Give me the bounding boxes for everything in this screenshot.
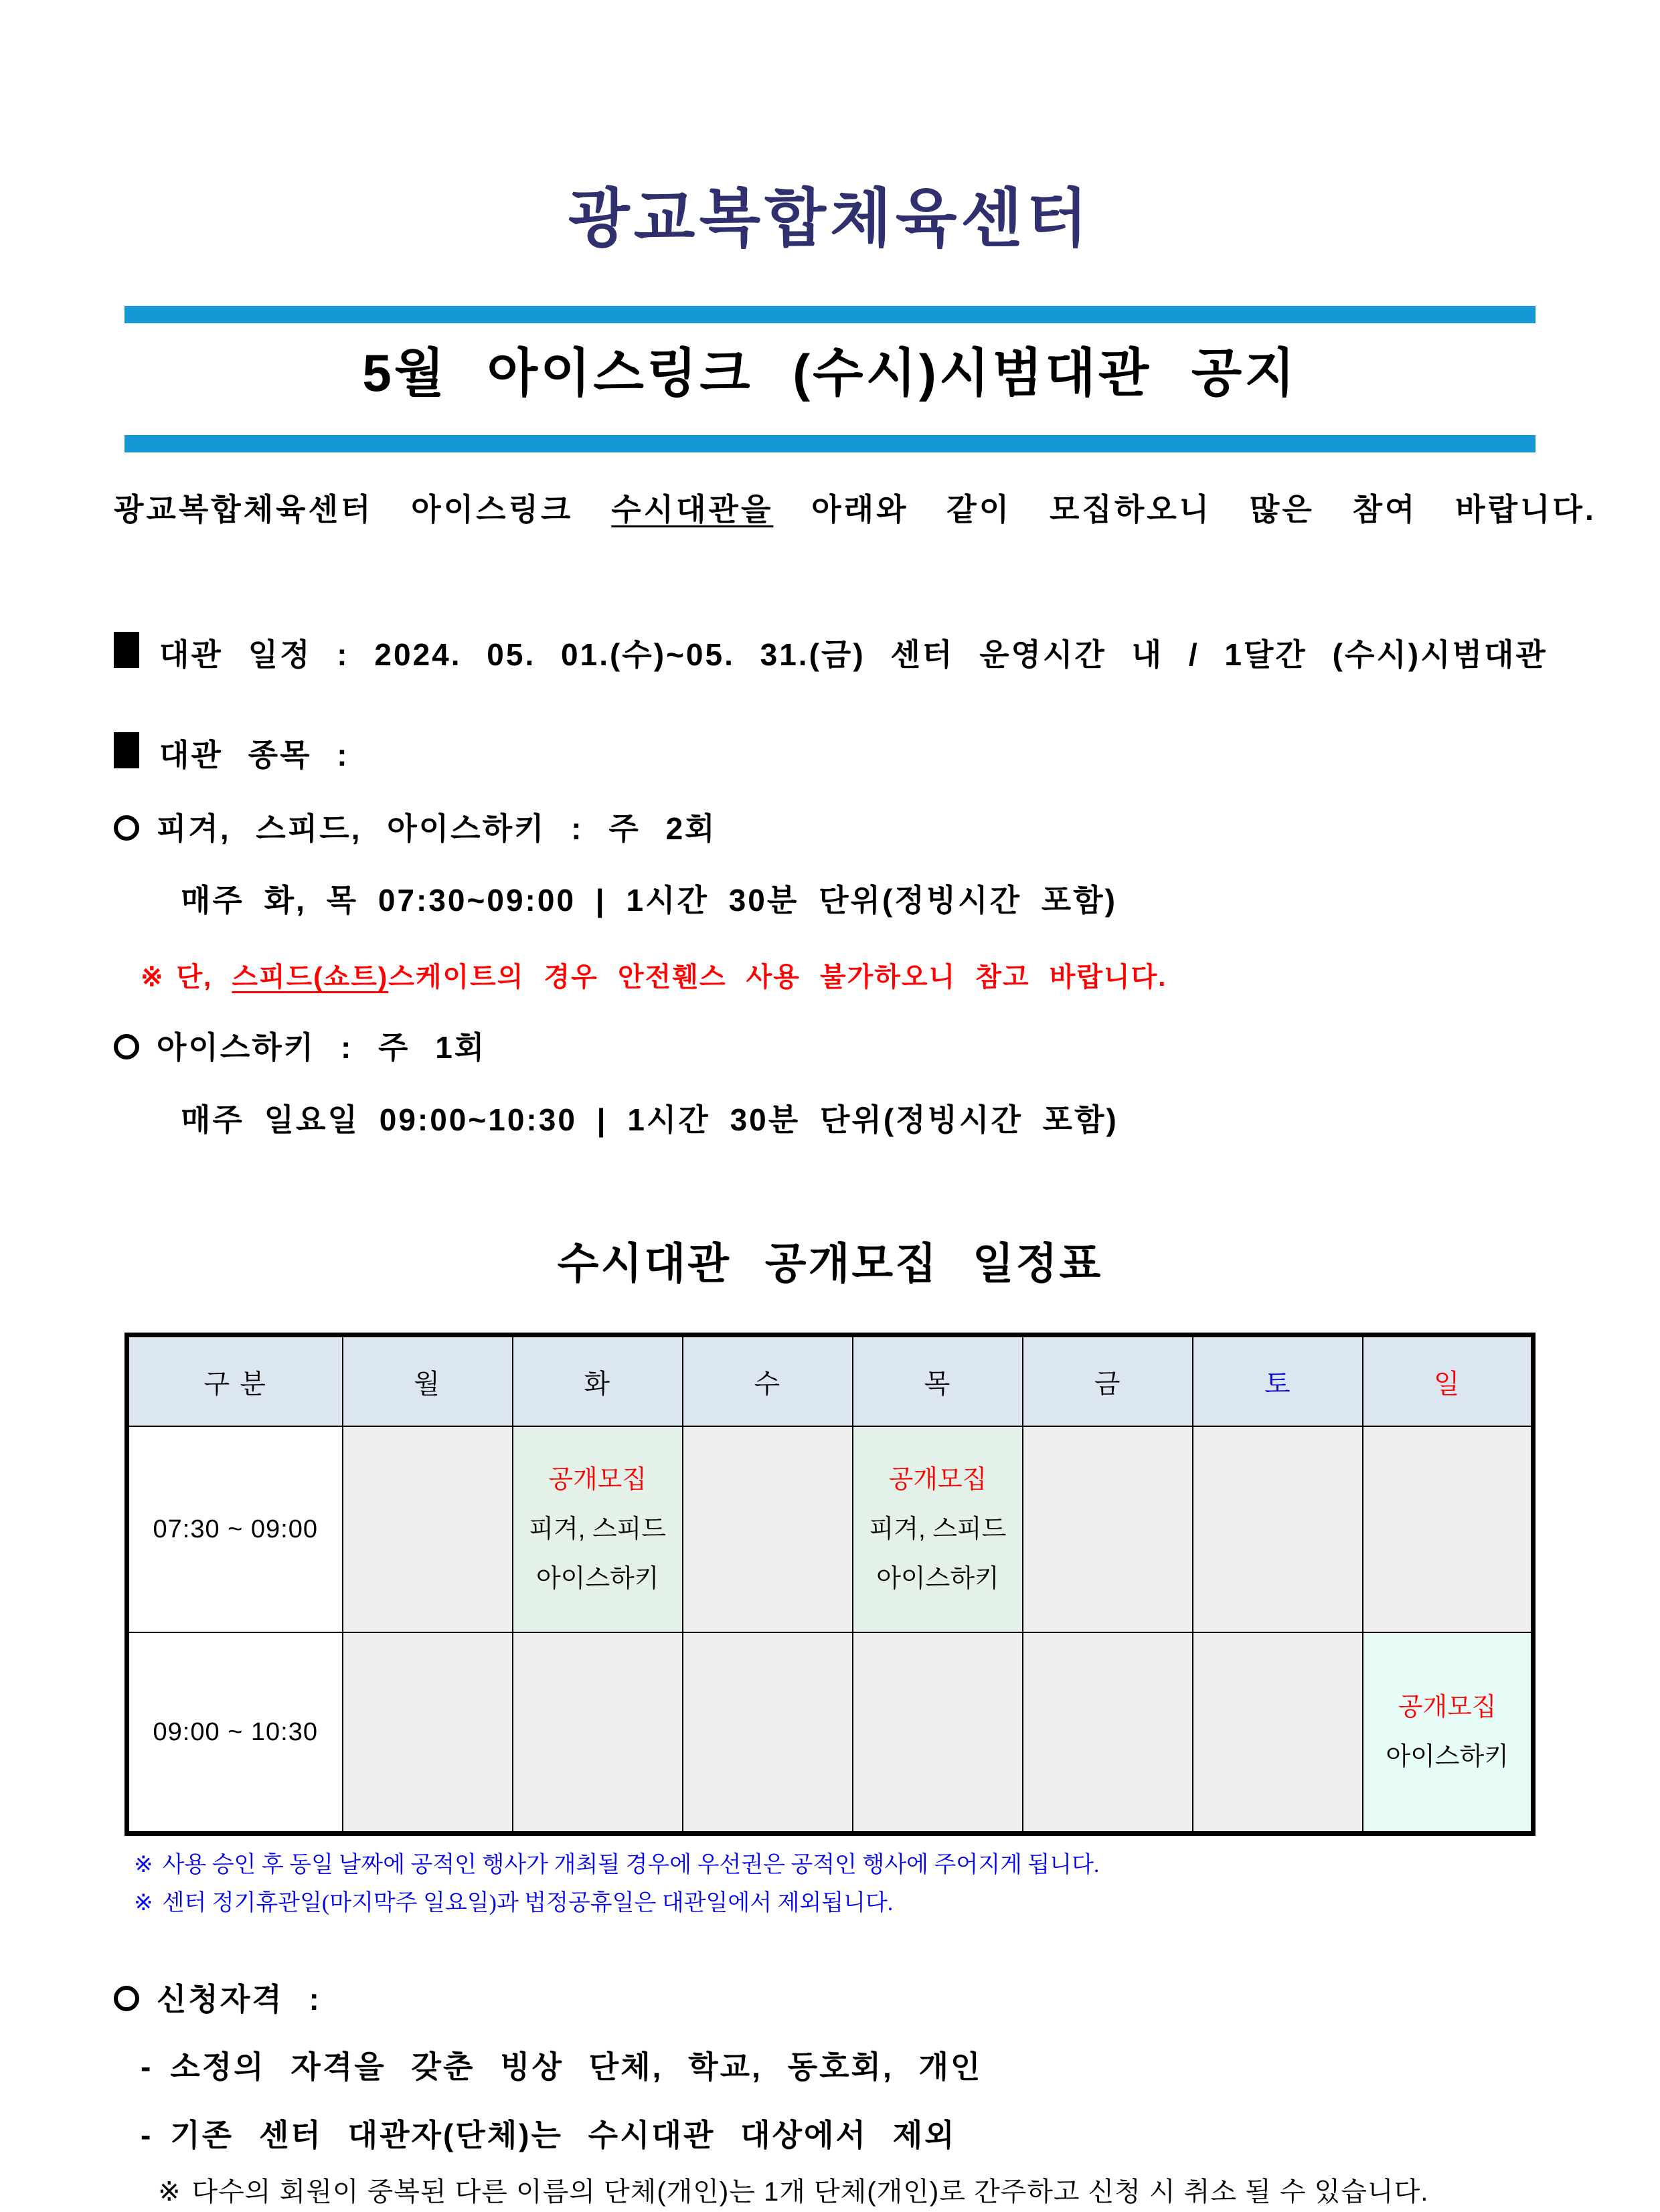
cell-sun-0900 — [1363, 1632, 1533, 1834]
rental-events-heading — [114, 732, 1546, 776]
footnote-text: 사용 승인 후 동일 날짜에 공적인 행사가 개최될 경우에 우선권은 공적인 행사에 주어지게 됩니다. — [162, 1853, 1100, 1878]
header-category: 구 분 — [127, 1335, 343, 1427]
footnote-text: 센터 정기휴관일(마지막주 일요일)과 법정공휴일은 대관일에서 제외됩니다. — [162, 1890, 894, 1916]
open-recruit-block — [853, 1467, 1022, 1592]
eligibility-item2-line — [114, 2116, 1546, 2156]
eligibility-item1-text: 소정의 자격을 갖춘 빙상 단체, 학교, 동호회, 개인 — [170, 2049, 983, 2085]
accent-bar-top — [124, 306, 1536, 323]
square-bullet-icon — [114, 732, 139, 768]
rental-item2-text: 아이스하키 : 주 1회 — [157, 1030, 487, 1066]
header-mon: 월 — [343, 1335, 513, 1427]
event-line: 피겨, 스피드 — [869, 1515, 1007, 1544]
event-line: 아이스하키 — [535, 1565, 659, 1594]
speed-skate-warning — [114, 960, 1546, 995]
cell-tue-0900 — [513, 1632, 683, 1834]
open-recruit-badge: 공개모집 — [548, 1466, 647, 1495]
rental-item1-text: 피겨, 스피드, 아이스하키 : 주 2회 — [157, 811, 717, 846]
warning-underlined: 스피드(쇼트) — [232, 962, 389, 993]
rental-item1-line — [114, 809, 1546, 849]
rental-item2-time-text: 매주 일요일 09:00~10:30 | 1시간 30분 단위(정빙시간 포함) — [181, 1102, 1118, 1138]
rental-item2-line — [114, 1028, 1546, 1068]
table-header-row — [127, 1335, 1533, 1427]
rental-schedule-text: 대관 일정 : 2024. 05. 01.(수)~05. 31.(금) 센터 운영시간 내 / 1달간 (수시)시범대관 — [159, 637, 1548, 673]
intro-paragraph — [114, 490, 1596, 530]
accent-bar-bottom — [124, 435, 1536, 452]
table-footnote-holidays — [134, 1885, 1546, 1922]
cell-sun-0730 — [1363, 1426, 1533, 1632]
table-row-early — [127, 1426, 1533, 1632]
warning-pre: 단, — [176, 962, 232, 993]
open-recruit-badge: 공개모집 — [1398, 1693, 1497, 1722]
open-recruit-schedule-table — [124, 1333, 1536, 1836]
cell-sat-0900 — [1193, 1632, 1363, 1834]
table-row-late — [127, 1632, 1533, 1834]
reference-mark-icon: ※ — [141, 962, 165, 993]
schedule-table-title: 수시대관 공개모집 일정표 — [557, 1239, 1103, 1288]
rental-item1-time-line — [114, 881, 1546, 921]
event-line: 아이스하키 — [876, 1565, 999, 1594]
intro-pre: 광교복합체육센터 아이스링크 — [114, 492, 612, 527]
table-footnote-priority — [134, 1847, 1546, 1884]
rental-schedule-line — [114, 632, 1546, 675]
intro-post: 아래와 같이 모집하오니 많은 참여 바랍니다. — [773, 492, 1596, 527]
header-thu: 목 — [853, 1335, 1023, 1427]
header-sun: 일 — [1363, 1335, 1533, 1427]
rental-item2-time-line — [114, 1100, 1546, 1140]
eligibility-item2-text: 기존 센터 대관자(단체)는 수시대관 대상에서 제외 — [170, 2118, 957, 2153]
eligibility-heading-line — [114, 1980, 1546, 2020]
event-line: 피겨, 스피드 — [529, 1515, 667, 1544]
cell-sat-0730 — [1193, 1426, 1363, 1632]
header-tue: 화 — [513, 1335, 683, 1427]
header-fri: 금 — [1023, 1335, 1193, 1427]
time-slot-0900: 09:00 ~ 10:30 — [127, 1632, 343, 1834]
cell-fri-0900 — [1023, 1632, 1193, 1834]
rental-events-text: 대관 종목 : — [159, 737, 349, 772]
cell-thu-0730 — [853, 1426, 1023, 1632]
intro-underlined: 수시대관을 — [611, 492, 774, 527]
header-wed: 수 — [683, 1335, 853, 1427]
warning-post: 스케이트의 경우 안전휀스 사용 불가하오니 참고 바랍니다. — [388, 962, 1167, 993]
open-recruit-badge: 공개모집 — [888, 1466, 987, 1495]
open-recruit-block — [1363, 1695, 1531, 1770]
dash-bullet-icon: - — [141, 2118, 153, 2153]
cell-fri-0730 — [1023, 1426, 1193, 1632]
event-line: 아이스하키 — [1386, 1743, 1509, 1772]
cell-thu-0900 — [853, 1632, 1023, 1834]
reference-mark-icon: ※ — [134, 1853, 153, 1878]
cell-wed-0900 — [683, 1632, 853, 1834]
cell-tue-0730 — [513, 1426, 683, 1632]
dash-bullet-icon: - — [141, 2049, 153, 2085]
reference-mark-icon: ※ — [134, 1890, 153, 1916]
duplicate-member-note — [114, 2175, 1546, 2209]
page-title: 광교복합체육센터 — [568, 183, 1092, 254]
rental-item1-time-text: 매주 화, 목 07:30~09:00 | 1시간 30분 단위(정빙시간 포함) — [181, 883, 1117, 918]
cell-mon-0900 — [343, 1632, 513, 1834]
duplicate-member-note-text: 다수의 회원이 중복된 다른 이름의 단체(개인)는 1개 단체(개인)로 간주하고 신청 시 취소 될 수 있습니다. — [191, 2177, 1429, 2207]
cell-mon-0730 — [343, 1426, 513, 1632]
notice-title: 5월 아이스링크 (수시)시범대관 공지 — [362, 343, 1298, 402]
eligibility-heading-text: 신청자격 : — [157, 1981, 321, 2017]
circle-bullet-icon — [114, 1034, 139, 1059]
square-bullet-icon — [114, 632, 139, 668]
cell-wed-0730 — [683, 1426, 853, 1632]
time-slot-0730: 07:30 ~ 09:00 — [127, 1426, 343, 1632]
circle-bullet-icon — [114, 815, 139, 841]
table-footnotes — [114, 1847, 1546, 1922]
eligibility-item1-line — [114, 2047, 1546, 2088]
open-recruit-block — [513, 1467, 682, 1592]
header-sat: 토 — [1193, 1335, 1363, 1427]
reference-mark-icon: ※ — [158, 2177, 181, 2207]
circle-bullet-icon — [114, 1986, 139, 2011]
